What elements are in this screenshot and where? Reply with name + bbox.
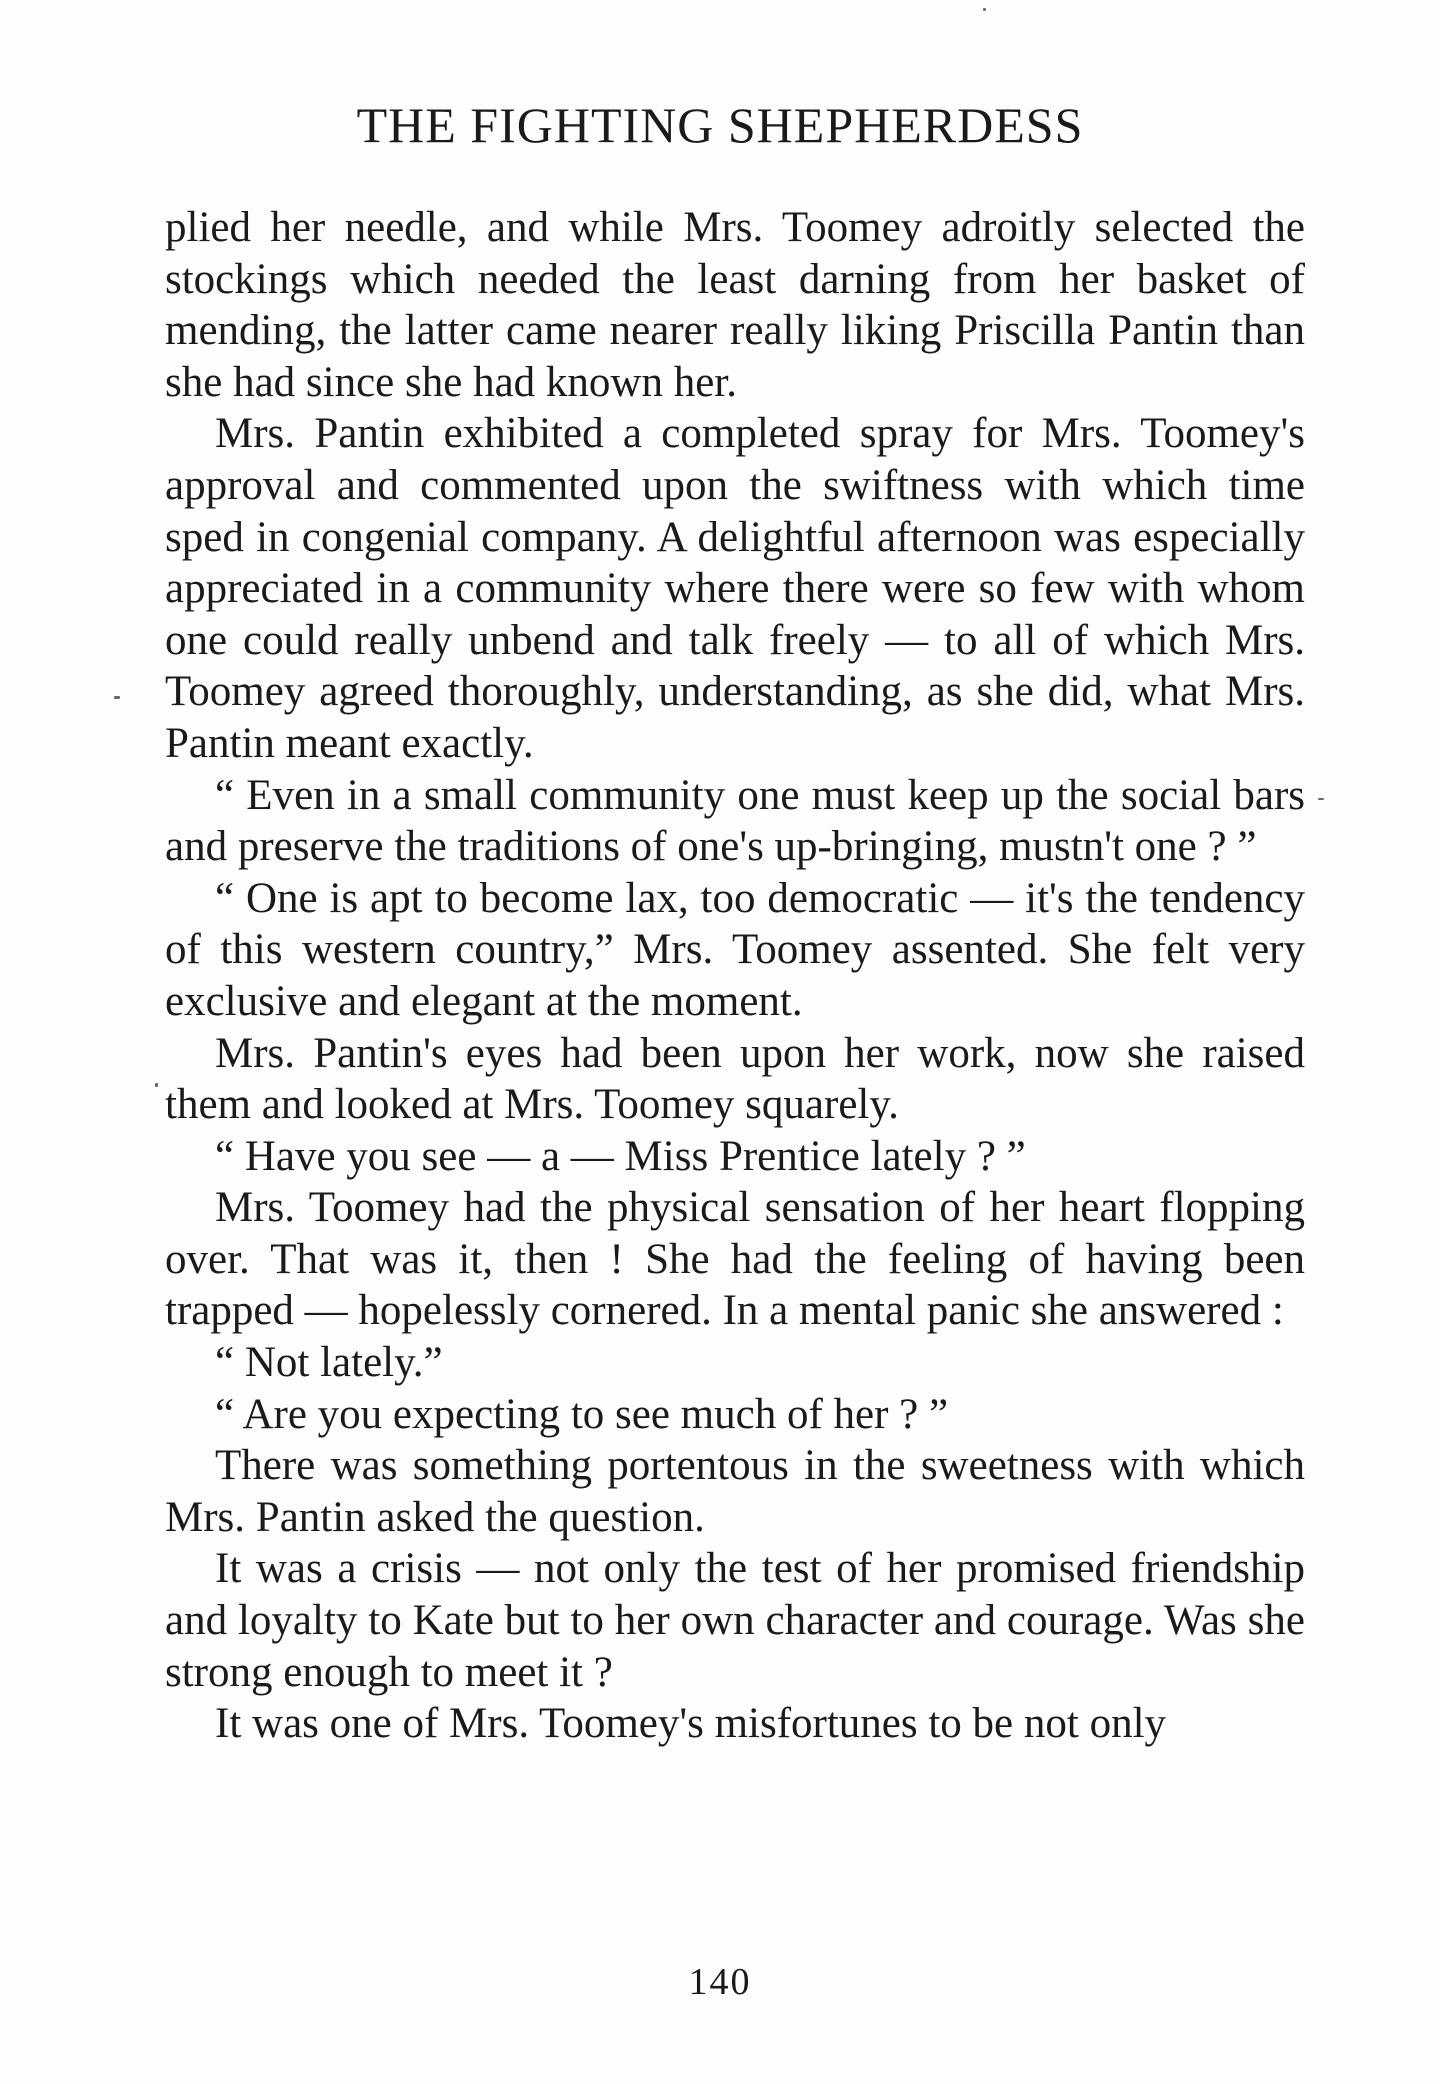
- paragraph: plied her needle, and while Mrs. Toomey adroitly selected the stockings which needed the least darning from her basket of mending, the latter came nearer really liking Priscilla Pantin than she had since she had known her.: [165, 204, 1305, 406]
- paragraph: Mrs. Pantin's eyes had been upon her work, now she raised them and looked at Mrs. Toomey squarely.: [165, 1029, 1305, 1129]
- paragraph: “ One is apt to become lax, too democratic — it's the tendency of this western country,” Mrs. Toomey assented. She felt very exclusive and elegant at the moment.: [165, 874, 1305, 1025]
- body-text: [165, 202, 1305, 1750]
- paragraph: There was something portentous in the sweetness with which Mrs. Pantin asked the question.: [165, 1442, 1305, 1541]
- running-head: THE FIGHTING SHEPHERDESS: [356, 97, 1084, 153]
- paragraph: “ Have you see — a — Miss Prentice lately ? ”: [215, 1132, 1026, 1180]
- page-number: 140: [688, 1961, 752, 2003]
- paragraph: “ Not lately.”: [215, 1339, 443, 1387]
- paragraph: Mrs. Pantin exhibited a completed spray for Mrs. Toomey's approval and commented upon the swiftness with which time sped in congenial company. A delightful afternoon was especially appreciated in a community where there were so few with whom one could really unbend and talk freely — to all of which Mrs. Toomey agreed thoroughly, understanding, as she did, what Mrs. Pantin meant exactly.: [165, 410, 1305, 767]
- paragraph: It was a crisis — not only the test of her promised friendship and loyalty to Kate but to her own character and courage. Was she strong enough to meet it ?: [165, 1545, 1305, 1696]
- scan-speck: [983, 8, 986, 11]
- scan-speck: [1318, 798, 1324, 800]
- scan-speck: [114, 696, 120, 699]
- paragraph: “ Are you expecting to see much of her ? ”: [215, 1390, 949, 1438]
- paragraph: Mrs. Toomey had the physical sensation of her heart flopping over. That was it, then ! She had the feeling of having been trapped — hopelessly cornered. In a mental panic she answered :: [165, 1184, 1305, 1335]
- scan-speck: [155, 1083, 158, 1087]
- paragraph: It was one of Mrs. Toomey's misfortunes to be not only: [215, 1700, 1167, 1748]
- paragraph: “ Even in a small community one must keep up the social bars and preserve the traditions of one's up-bringing, mustn't one ? ”: [165, 771, 1305, 871]
